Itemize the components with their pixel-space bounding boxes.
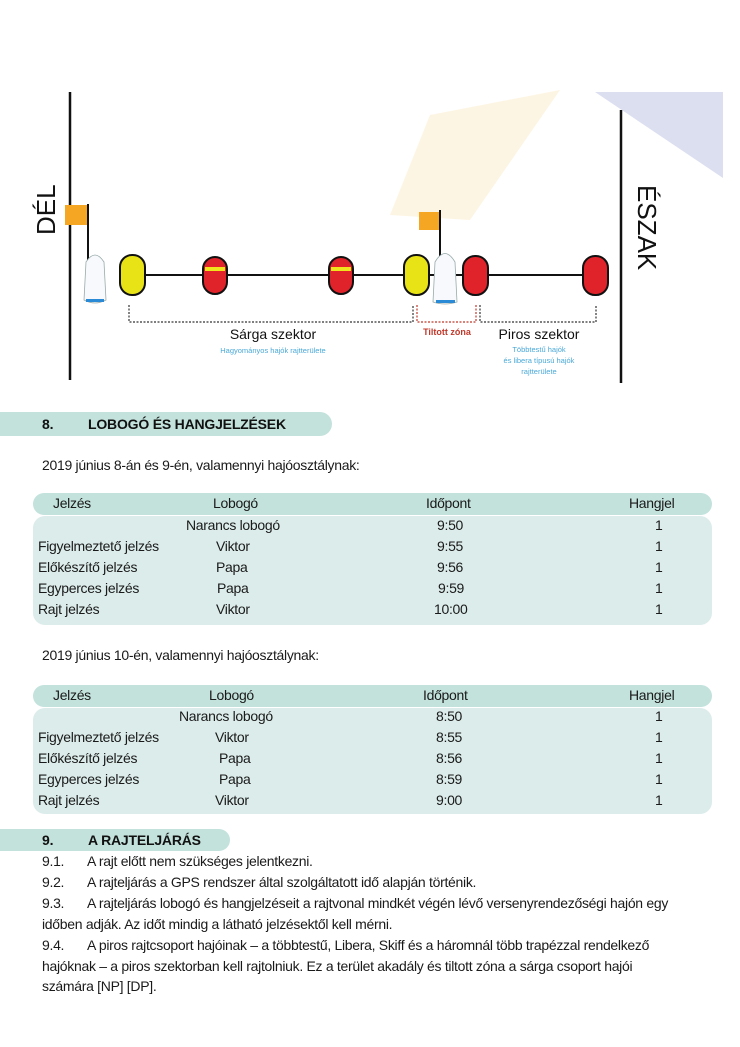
item-text: A rajteljárás a GPS rendszer által szolgáltatott idő alapján történik. [87, 874, 477, 890]
section-title: LOBOGÓ ÉS HANGJELZÉSEK [88, 416, 286, 432]
boat-stripe [86, 299, 104, 302]
yellow-buoy [404, 255, 429, 295]
red-yellow-buoy [329, 257, 353, 294]
cell-time: 8:50 [436, 708, 463, 724]
table-body [33, 516, 712, 625]
header-signal: Jelzés [53, 495, 91, 511]
table-header [33, 493, 712, 515]
table-row [33, 792, 712, 813]
table-body [33, 708, 712, 814]
table-row [33, 517, 712, 538]
header-time: Időpont [423, 687, 468, 703]
paragraph-9-1 [42, 851, 682, 872]
paragraph-9-4 [42, 935, 682, 997]
cell-signal: Figyelmeztető jelzés [38, 538, 159, 554]
committee-boat-icon [84, 255, 106, 303]
cell-flag: Narancs lobogó [186, 517, 280, 533]
cell-time: 8:55 [436, 729, 463, 745]
header-flag: Lobogó [209, 687, 254, 703]
cell-sound: 1 [655, 750, 663, 766]
cell-signal: Egyperces jelzés [38, 580, 140, 596]
section-number: 8. [42, 416, 54, 432]
cell-sound: 1 [655, 771, 663, 787]
header-time: Időpont [426, 495, 471, 511]
cell-flag: Papa [216, 559, 248, 575]
cell-flag: Viktor [215, 729, 249, 745]
start-line-diagram [0, 0, 740, 400]
cell-time: 9:56 [437, 559, 464, 575]
cell-sound: 1 [655, 559, 663, 575]
table-row [33, 559, 712, 580]
item-text: A rajteljárás lobogó és hangjelzéseit a rajtvonal mindkét végén lévő versenyrendezőségi hajón egy időben adják. Az időt mindig a látható jelzésektől kell mérni. [42, 895, 669, 932]
forbidden-zone-bracket [417, 305, 476, 322]
cell-time: 9:55 [437, 538, 464, 554]
table-row [33, 750, 712, 771]
table-row [33, 771, 712, 792]
orange-flag-icon [65, 205, 87, 225]
header-sound: Hangjel [629, 495, 675, 511]
buoy-stripe [205, 267, 225, 271]
cell-sound: 1 [655, 708, 663, 724]
item-text: A piros rajtcsoport hajóinak – a többtestű, Libera, Skiff és a háromnál több trapézzal rendelkező hajóknak – a piros szektorban kell rajtolniuk. Ez a terület akadály és tiltott zóna a sárga csoport hajói számára [NP] [DP]. [42, 937, 650, 994]
watermark-shape [390, 90, 560, 220]
item-number: 9.2. [42, 874, 65, 890]
item-number: 9.4. [42, 937, 65, 953]
red-sector-title: Piros szektor [498, 326, 580, 342]
cell-flag: Viktor [216, 538, 250, 554]
cell-time: 10:00 [434, 601, 468, 617]
yellow-sector-bracket [129, 305, 413, 322]
table-row [33, 601, 712, 622]
yellow-sector-subtitle: Hagyományos hajók rajtterülete [220, 346, 326, 355]
red-sector-bracket [480, 305, 596, 322]
cell-signal: Figyelmeztető jelzés [38, 729, 159, 745]
cell-sound: 1 [655, 792, 663, 808]
boat-stripe [436, 300, 455, 303]
table-row [33, 580, 712, 601]
cell-flag: Narancs lobogó [179, 708, 273, 724]
cell-time: 8:56 [436, 750, 463, 766]
item-number: 9.3. [42, 895, 65, 911]
cell-flag: Viktor [215, 792, 249, 808]
yellow-buoy [120, 255, 145, 295]
section-9-heading [0, 829, 230, 851]
table-row [33, 538, 712, 559]
red-sector-subtitle-2: és libera típusú hajók [503, 356, 575, 365]
paragraph-9-3 [42, 893, 682, 934]
red-sector-subtitle-3: rajtterülete [521, 367, 557, 376]
cell-sound: 1 [655, 517, 663, 533]
table-row [33, 708, 712, 729]
cell-time: 9:50 [437, 517, 464, 533]
cell-signal: Előkészítő jelzés [38, 559, 138, 575]
cell-signal: Rajt jelzés [38, 792, 100, 808]
section-8-heading [0, 412, 332, 436]
cell-time: 8:59 [436, 771, 463, 787]
item-text: A rajt előtt nem szükséges jelentkezni. [87, 853, 313, 869]
red-yellow-buoy [203, 257, 227, 294]
red-sector-subtitle-1: Többtestű hajók [512, 345, 566, 354]
header-flag: Lobogó [213, 495, 258, 511]
table-header [33, 685, 712, 707]
red-buoy [583, 256, 608, 295]
table-1-intro: 2019 június 8-án és 9-én, valamennyi hajóosztálynak: [42, 457, 360, 473]
yellow-sector-title: Sárga szektor [229, 326, 317, 342]
cell-sound: 1 [655, 580, 663, 596]
cell-sound: 1 [655, 601, 663, 617]
forbidden-zone-title: Tiltott zóna [423, 327, 471, 337]
cell-flag: Viktor [216, 601, 250, 617]
signals-table-2 [33, 685, 712, 814]
cell-sound: 1 [655, 538, 663, 554]
section-number: 9. [42, 832, 54, 848]
item-number: 9.1. [42, 853, 65, 869]
table-row [33, 729, 712, 750]
signals-table-1 [33, 493, 712, 625]
cell-flag: Papa [219, 750, 251, 766]
cell-signal: Egyperces jelzés [38, 771, 140, 787]
north-label: ÉSZAK [632, 185, 662, 271]
buoy-stripe [331, 267, 351, 271]
committee-boat-icon [433, 254, 457, 305]
paragraph-9-2 [42, 872, 682, 893]
corner-triangle [595, 92, 723, 178]
cell-flag: Papa [217, 580, 249, 596]
cell-sound: 1 [655, 729, 663, 745]
header-sound: Hangjel [629, 687, 675, 703]
table-2-intro: 2019 június 10-én, valamennyi hajóosztálynak: [42, 647, 319, 663]
cell-signal: Rajt jelzés [38, 601, 100, 617]
red-buoy [463, 256, 488, 295]
section-title: A RAJTELJÁRÁS [88, 832, 201, 848]
cell-flag: Papa [219, 771, 251, 787]
south-label: DÉL [31, 184, 61, 235]
orange-flag-icon [419, 212, 439, 230]
cell-time: 9:59 [438, 580, 465, 596]
cell-signal: Előkészítő jelzés [38, 750, 138, 766]
header-signal: Jelzés [53, 687, 91, 703]
cell-time: 9:00 [436, 792, 463, 808]
